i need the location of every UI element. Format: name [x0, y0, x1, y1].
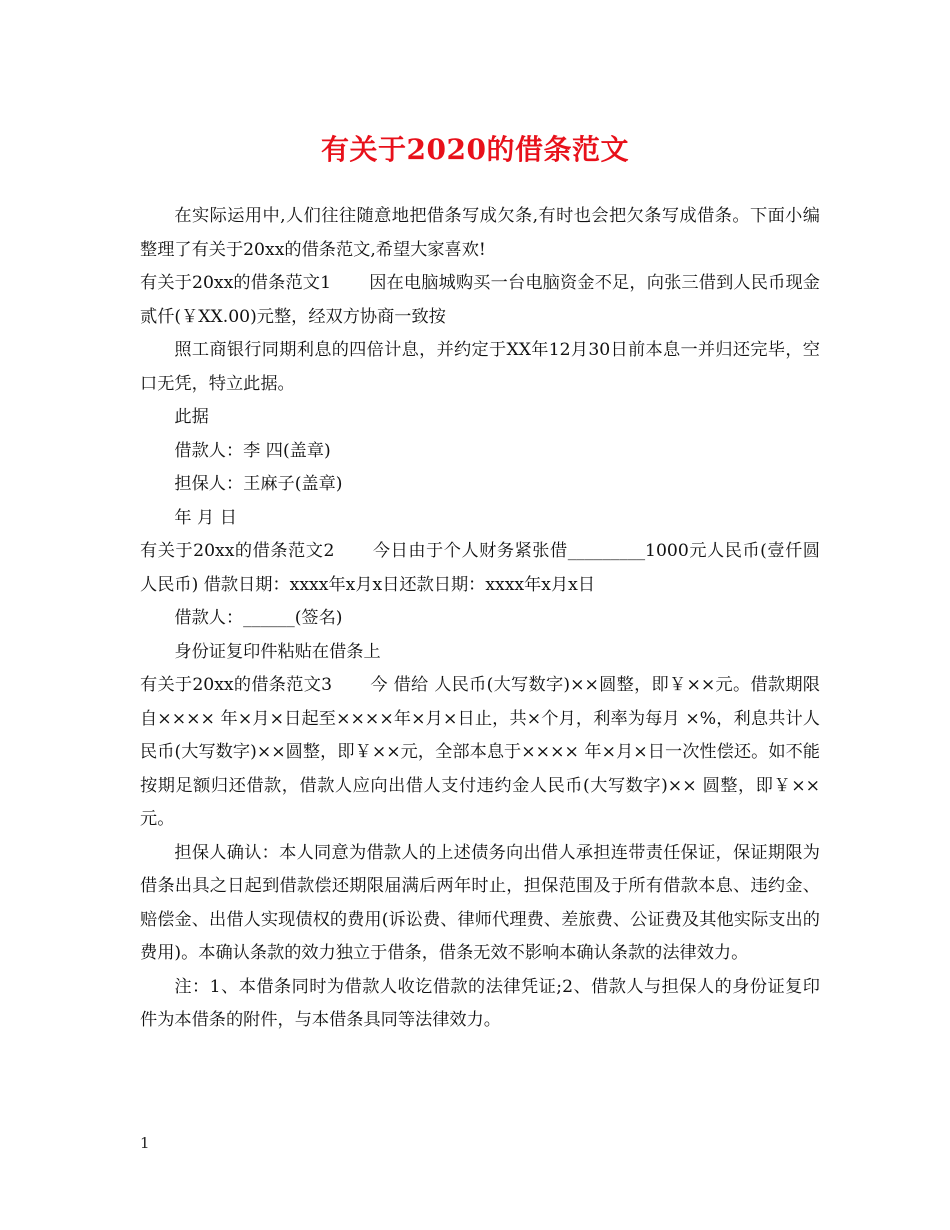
sample-3-body: 今 借给 人民币(大写数字)××圆整，即￥××元。借款期限自×××× 年×月×日起至××××年×月×日止，共×个月，利率为每月 ×%，利息共计人民币(大写数字)××圆整，即￥××元，全部本息于×××× 年×月×日一次性偿还。如不能按期足额归还借款，借款人应向出借人支付违约金人民币(大写数字)×× 圆整，即￥×× 元。 — [140, 675, 820, 829]
sample-3-note-paragraph: 注：1、本借条同时为借款人收讫借款的法律凭证;2、借款人与担保人的身份证复印件为本借条的附件，与本借条具同等法律效力。 — [140, 976, 820, 1030]
sample-3-paragraph — [140, 669, 820, 837]
sample-1-date-line: 年 月 日 — [174, 507, 237, 528]
sample-1-guarantor-line: 担保人：王麻子(盖章) — [174, 474, 343, 494]
sample-1-interest-paragraph: 照工商银行同期利息的四倍计息，并约定于XX年12月30日前本息一并归还完毕，空口无凭，特立此据。 — [140, 340, 820, 394]
sample-3-guarantee-paragraph: 担保人确认：本人同意为借款人的上述债务向出借人承担连带责任保证，保证期限为借条出具之日起到借款偿还期限届满后两年时止，担保范围及于所有借款本息、违约金、赔偿金、出借人实现债权的费用(诉讼费、律师代理费、差旅费、公证费及其他实际支出的费用)。本确认条款的效力独立于借条，借条无效不影响本确认条款的法律效力。 — [140, 842, 820, 963]
sample-1-heading: 有关于20xx的借条范文1 — [140, 273, 332, 293]
sample-1-paragraph — [140, 267, 820, 334]
document-body — [140, 200, 820, 1038]
sample-2-borrower-line: 借款人：______(签名) — [174, 608, 343, 628]
sample-2-idcopy-line: 身份证复印件粘贴在借条上 — [174, 641, 381, 662]
intro-paragraph: 在实际运用中,人们往往随意地把借条写成欠条,有时也会把欠条写成借条。下面小编整理了有关于20xx的借条范文,希望大家喜欢! — [140, 206, 820, 260]
sample-2-heading: 有关于20xx的借条范文2 — [140, 541, 335, 561]
sample-2-body: 今日由于个人财务紧张借_________1000元人民币(壹仟圆人民币) 借款日期：xxxx年x月x日还款日期：xxxx年x月x日 — [140, 541, 820, 595]
document-title: 有关于2020的借条范文 — [321, 133, 629, 166]
sample-2-paragraph — [140, 535, 820, 602]
sample-3-heading: 有关于20xx的借条范文3 — [140, 675, 333, 695]
sample-1-cijv: 此据 — [174, 407, 209, 427]
sample-1-borrower-line: 借款人：李 四(盖章) — [174, 440, 331, 461]
page-number: 1 — [140, 1134, 150, 1152]
sample-1-body: 因在电脑城购买一台电脑资金不足，向张三借到人民币现金贰仟(￥XX.00)元整，经双方协商一致按 — [140, 273, 820, 327]
